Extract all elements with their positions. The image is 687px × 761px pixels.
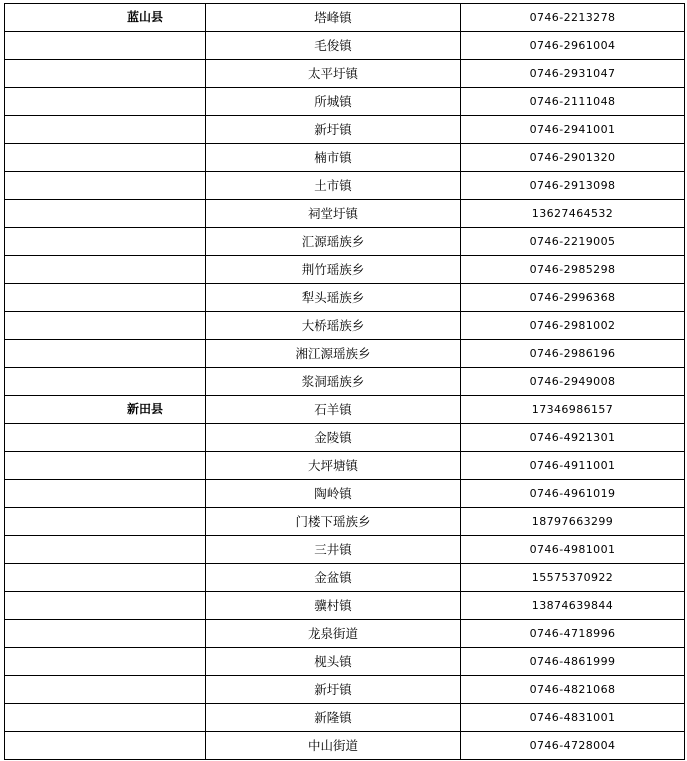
town-name-cell: 太平圩镇 — [206, 60, 461, 88]
phone-number-cell: 0746-2931047 — [461, 60, 685, 88]
table-row — [5, 536, 685, 564]
table-row — [5, 704, 685, 732]
phone-number-cell: 18797663299 — [461, 508, 685, 536]
town-name-cell: 新圩镇 — [206, 676, 461, 704]
table-body — [5, 4, 685, 760]
table-row — [5, 340, 685, 368]
town-name-cell: 汇源瑶族乡 — [206, 228, 461, 256]
county-cell — [5, 88, 206, 116]
phone-number-cell: 0746-2986196 — [461, 340, 685, 368]
town-name-cell: 荆竹瑶族乡 — [206, 256, 461, 284]
table-row — [5, 396, 685, 424]
table-row — [5, 256, 685, 284]
phone-number-cell: 0746-4861999 — [461, 648, 685, 676]
county-cell — [5, 396, 206, 424]
table-row — [5, 284, 685, 312]
phone-number-cell: 15575370922 — [461, 564, 685, 592]
town-name-cell: 浆洞瑶族乡 — [206, 368, 461, 396]
table-row — [5, 116, 685, 144]
county-cell — [5, 340, 206, 368]
phone-number-cell: 0746-2985298 — [461, 256, 685, 284]
town-name-cell: 大坪塘镇 — [206, 452, 461, 480]
town-name-cell: 金盆镇 — [206, 564, 461, 592]
town-name-cell: 枧头镇 — [206, 648, 461, 676]
town-name-cell: 湘江源瑶族乡 — [206, 340, 461, 368]
county-cell — [5, 312, 206, 340]
county-cell — [5, 648, 206, 676]
county-cell — [5, 592, 206, 620]
phone-number-cell: 0746-4981001 — [461, 536, 685, 564]
county-cell — [5, 368, 206, 396]
phone-number-cell: 0746-4831001 — [461, 704, 685, 732]
phone-number-cell: 0746-4821068 — [461, 676, 685, 704]
phone-number-cell: 0746-2961004 — [461, 32, 685, 60]
town-name-cell: 陶岭镇 — [206, 480, 461, 508]
town-name-cell: 骥村镇 — [206, 592, 461, 620]
town-name-cell: 塔峰镇 — [206, 4, 461, 32]
table-row — [5, 424, 685, 452]
table-row — [5, 676, 685, 704]
town-name-cell: 三井镇 — [206, 536, 461, 564]
table-row — [5, 144, 685, 172]
table-row — [5, 452, 685, 480]
town-name-cell: 祠堂圩镇 — [206, 200, 461, 228]
phone-number-cell: 13627464532 — [461, 200, 685, 228]
phone-number-cell: 0746-4911001 — [461, 452, 685, 480]
table-row — [5, 312, 685, 340]
town-name-cell: 新圩镇 — [206, 116, 461, 144]
table-row — [5, 564, 685, 592]
phone-number-cell: 0746-2901320 — [461, 144, 685, 172]
phone-number-cell: 0746-2913098 — [461, 172, 685, 200]
phone-number-cell: 17346986157 — [461, 396, 685, 424]
table-row — [5, 32, 685, 60]
phone-number-cell: 0746-2996368 — [461, 284, 685, 312]
town-name-cell: 门楼下瑶族乡 — [206, 508, 461, 536]
town-name-cell: 石羊镇 — [206, 396, 461, 424]
table-row — [5, 480, 685, 508]
county-cell — [5, 480, 206, 508]
county-cell — [5, 144, 206, 172]
phone-number-cell: 0746-2941001 — [461, 116, 685, 144]
table-row — [5, 508, 685, 536]
county-cell — [5, 564, 206, 592]
phone-number-cell: 0746-2213278 — [461, 4, 685, 32]
phone-number-cell: 0746-4921301 — [461, 424, 685, 452]
county-cell — [5, 200, 206, 228]
table-row — [5, 88, 685, 116]
county-cell — [5, 536, 206, 564]
town-name-cell: 所城镇 — [206, 88, 461, 116]
county-cell — [5, 620, 206, 648]
table-row — [5, 228, 685, 256]
county-cell — [5, 256, 206, 284]
phone-number-cell: 0746-2949008 — [461, 368, 685, 396]
county-cell — [5, 452, 206, 480]
table-row — [5, 368, 685, 396]
table-row — [5, 200, 685, 228]
county-cell — [5, 704, 206, 732]
town-name-cell: 楠市镇 — [206, 144, 461, 172]
county-cell — [5, 172, 206, 200]
county-cell — [5, 424, 206, 452]
phone-number-cell: 0746-4961019 — [461, 480, 685, 508]
town-name-cell: 毛俊镇 — [206, 32, 461, 60]
town-name-cell: 犁头瑶族乡 — [206, 284, 461, 312]
county-cell — [5, 32, 206, 60]
phone-number-cell: 0746-2981002 — [461, 312, 685, 340]
table-row — [5, 4, 685, 32]
table-row — [5, 648, 685, 676]
table-row — [5, 592, 685, 620]
county-cell — [5, 284, 206, 312]
phone-number-cell: 0746-2219005 — [461, 228, 685, 256]
county-name: 蓝山县 — [126, 10, 163, 24]
phone-number-cell: 0746-4718996 — [461, 620, 685, 648]
county-cell — [5, 60, 206, 88]
county-cell — [5, 508, 206, 536]
table-row — [5, 620, 685, 648]
county-cell — [5, 116, 206, 144]
phone-number-cell: 0746-2111048 — [461, 88, 685, 116]
phone-number-cell: 13874639844 — [461, 592, 685, 620]
county-cell — [5, 4, 206, 32]
town-name-cell: 金陵镇 — [206, 424, 461, 452]
town-name-cell: 大桥瑶族乡 — [206, 312, 461, 340]
county-cell — [5, 732, 206, 760]
table-row — [5, 732, 685, 760]
phone-number-cell: 0746-4728004 — [461, 732, 685, 760]
town-name-cell: 土市镇 — [206, 172, 461, 200]
township-phone-table — [4, 3, 685, 760]
county-cell — [5, 228, 206, 256]
table-row — [5, 60, 685, 88]
table-row — [5, 172, 685, 200]
town-name-cell: 新隆镇 — [206, 704, 461, 732]
town-name-cell: 中山街道 — [206, 732, 461, 760]
county-cell — [5, 676, 206, 704]
county-name: 新田县 — [126, 402, 163, 416]
town-name-cell: 龙泉街道 — [206, 620, 461, 648]
